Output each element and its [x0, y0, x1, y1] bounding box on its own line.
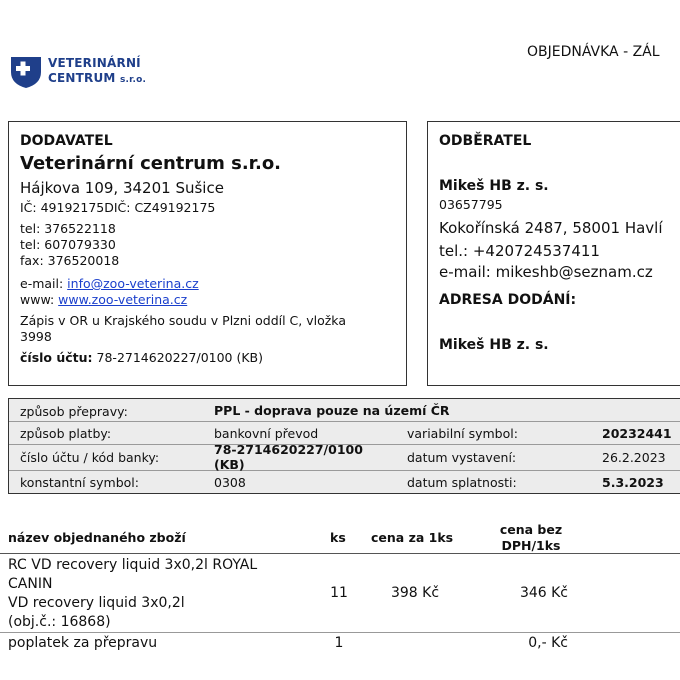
col-header-qty: ks: [330, 530, 346, 545]
logo-line1: VETERINÁRNÍ: [48, 56, 141, 70]
ks-label: konstantní symbol:: [20, 475, 139, 490]
customer-box: [427, 121, 680, 386]
supplier-address: Hájkova 109, 34201 Sušice: [20, 179, 224, 197]
method-label: způsob platby:: [20, 426, 112, 441]
customer-id: 03657795: [439, 197, 503, 212]
col-header-price: cena za 1ks: [371, 530, 454, 545]
transport-label: způsob přepravy:: [20, 404, 128, 419]
method-value: bankovní převod: [214, 426, 319, 441]
table-header-divider: [0, 553, 680, 554]
supplier-name: Veterinární centrum s.r.o.: [20, 153, 282, 174]
supplier-email-link[interactable]: info@zoo-veterina.cz: [67, 276, 199, 291]
ks-value: 0308: [214, 475, 246, 490]
item-price: 398 Kč: [390, 585, 440, 601]
customer-heading: ODBĚRATEL: [439, 133, 532, 149]
vs-value: 20232441: [602, 426, 672, 441]
supplier-registry-line1: Zápis v OR u Krajského soudu v Plzni oddíl C, vložka: [20, 313, 346, 328]
transport-value: PPL - doprava pouze na území ČR: [214, 403, 450, 418]
supplier-heading: DODAVATEL: [20, 133, 113, 149]
payment-info-box: [8, 398, 680, 494]
item-name: RC VD recovery liquid 3x0,2l ROYAL CANIN VD recovery liquid 3x0,2l (obj.č.: 16868): [8, 557, 258, 630]
customer-address: Kokořínská 2487, 58001 Havlí: [439, 219, 663, 237]
col-header-net: cena bez DPH/1ks: [499, 522, 563, 553]
supplier-account-line: číslo účtu: 78-2714620227/0100 (KB): [20, 350, 263, 365]
due-value: 5.3.2023: [602, 475, 664, 490]
row-divider: [9, 421, 680, 422]
vs-label: variabilní symbol:: [407, 426, 518, 441]
logo-wordmark: [48, 56, 146, 88]
issued-value: 26.2.2023: [602, 450, 666, 465]
account-label: číslo účtu / kód banky:: [20, 450, 160, 465]
supplier-tel1: tel: 376522118: [20, 221, 116, 236]
account-value: 78-2714620227/0100 (KB): [214, 442, 363, 472]
customer-name: Mikeš HB z. s.: [439, 178, 549, 194]
customer-tel: tel.: +420724537411: [439, 242, 600, 260]
item-net-price: 346 Kč: [519, 585, 568, 601]
veterinary-cross-icon: [8, 54, 44, 90]
delivery-heading: ADRESA DODÁNÍ:: [439, 292, 577, 308]
item-name: poplatek za přepravu: [8, 635, 158, 651]
item-net-price: 0,- Kč: [528, 635, 568, 651]
item-qty: 1: [334, 635, 344, 651]
supplier-registry-line2: 3998: [20, 329, 52, 344]
row-divider: [0, 632, 680, 633]
supplier-www-link[interactable]: www.zoo-veterina.cz: [58, 292, 188, 307]
issued-label: datum vystavení:: [407, 450, 517, 465]
supplier-box: [8, 121, 407, 386]
delivery-name: Mikeš HB z. s.: [439, 337, 549, 353]
page-title: OBJEDNÁVKA - ZÁL: [527, 44, 660, 60]
supplier-tel2: tel: 607079330: [20, 237, 116, 252]
supplier-www-line: www: www.zoo-veterina.cz: [20, 292, 188, 307]
supplier-email-line: e-mail: info@zoo-veterina.cz: [20, 276, 199, 291]
item-qty: 11: [330, 585, 348, 601]
col-header-name: název objednaného zboží: [8, 530, 186, 545]
supplier-ids: IČ: 49192175DIČ: CZ49192175: [20, 200, 216, 215]
company-logo: [8, 52, 178, 94]
logo-line2: CENTRUM s.r.o.: [48, 71, 147, 85]
customer-email: e-mail: mikeshb@seznam.cz: [439, 263, 653, 281]
due-label: datum splatnosti:: [407, 475, 517, 490]
supplier-fax: fax: 376520018: [20, 253, 120, 268]
